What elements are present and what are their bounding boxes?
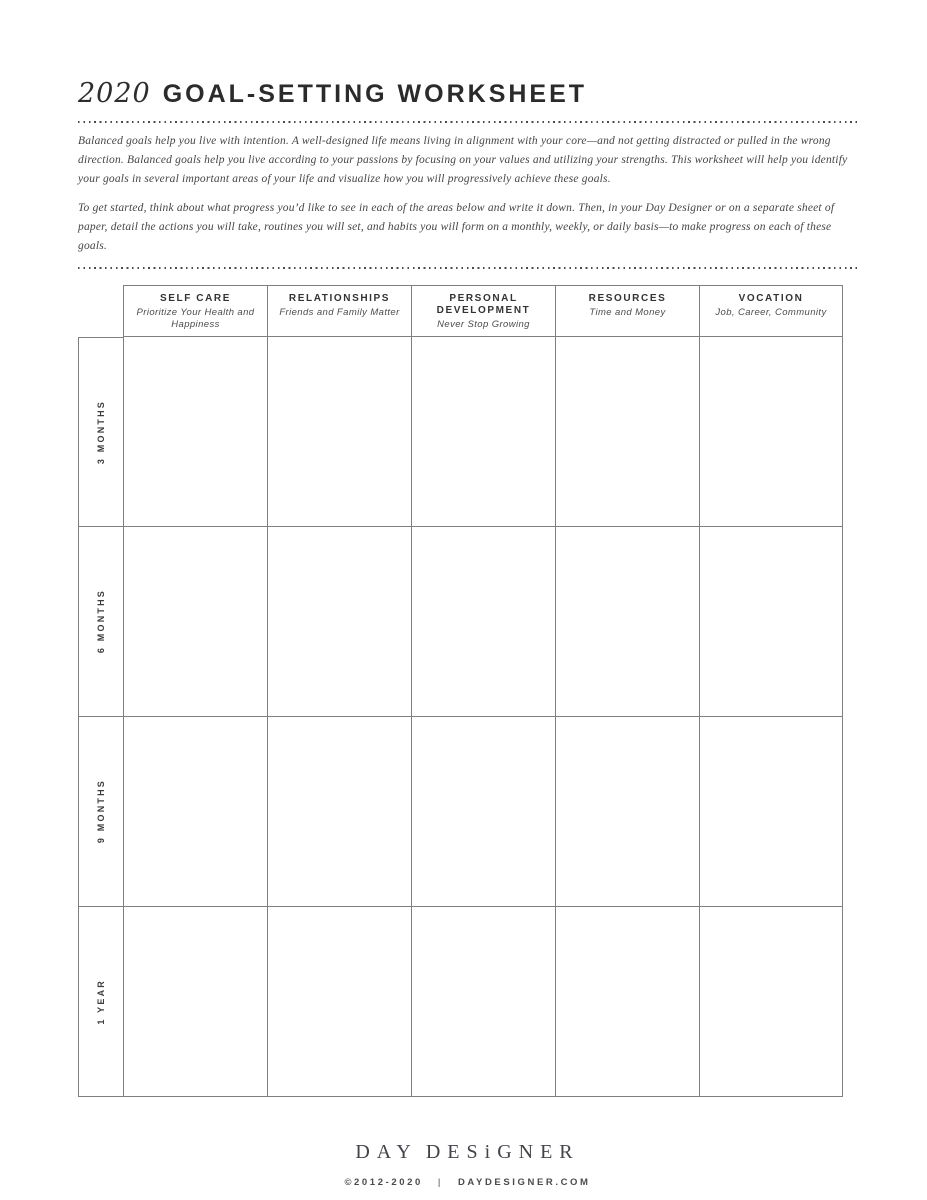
brand-word-day: DAY <box>355 1141 418 1163</box>
cell-6-months-relationships[interactable] <box>267 527 411 717</box>
brand-stylized-i: i <box>484 1141 498 1163</box>
row-6-months <box>78 527 843 717</box>
cell-6-months-personal-development[interactable] <box>411 527 555 717</box>
cell-3-months-relationships[interactable] <box>267 337 411 527</box>
column-subtitle: Never Stop Growing <box>437 319 530 330</box>
row-label-3-months <box>78 337 123 527</box>
title-text: GOAL-SETTING WORKSHEET <box>162 80 588 108</box>
column-title: RESOURCES <box>588 293 667 304</box>
brand-gner: GNER <box>497 1141 580 1163</box>
cell-1-year-vocation[interactable] <box>699 907 843 1097</box>
cell-1-year-resources[interactable] <box>555 907 699 1097</box>
website-text: DAYDESIGNER.COM <box>457 1177 591 1188</box>
column-subtitle: Time and Money <box>589 307 666 318</box>
brand-des: DES <box>425 1141 485 1163</box>
cell-6-months-resources[interactable] <box>555 527 699 717</box>
cell-9-months-self-care[interactable] <box>123 717 267 907</box>
row-label-1-year <box>78 907 123 1097</box>
goal-table <box>78 285 843 1097</box>
cell-9-months-personal-development[interactable] <box>411 717 555 907</box>
row-label-text: 3 MONTHS <box>96 399 106 465</box>
cell-3-months-self-care[interactable] <box>123 337 267 527</box>
cell-3-months-resources[interactable] <box>555 337 699 527</box>
column-header-relationships <box>267 285 411 337</box>
copyright-years: ©2012-2020 <box>344 1177 423 1188</box>
copyright-line <box>78 1177 857 1188</box>
cell-1-year-relationships[interactable] <box>267 907 411 1097</box>
row-label-6-months <box>78 527 123 717</box>
cell-9-months-relationships[interactable] <box>267 717 411 907</box>
cell-1-year-self-care[interactable] <box>123 907 267 1097</box>
column-subtitle: Prioritize Your Health and Happiness <box>136 307 255 330</box>
column-title: PERSONAL DEVELOPMENT <box>436 293 531 316</box>
row-label-text: 6 MONTHS <box>96 589 106 654</box>
copyright-separator: | <box>437 1177 443 1188</box>
cell-9-months-resources[interactable] <box>555 717 699 907</box>
page-title <box>78 78 857 109</box>
row-label-text: 9 MONTHS <box>96 779 106 844</box>
column-header-personal-development <box>411 285 555 337</box>
title-year: 2020 <box>78 78 151 109</box>
row-label-text: 1 YEAR <box>96 978 106 1025</box>
row-1-year <box>78 907 843 1097</box>
goal-table-header <box>78 285 843 337</box>
row-label-9-months <box>78 717 123 907</box>
header-corner-spacer <box>78 285 123 337</box>
column-subtitle: Friends and Family Matter <box>279 307 400 318</box>
column-header-self-care <box>123 285 267 337</box>
column-title: RELATIONSHIPS <box>288 293 391 304</box>
dotted-divider-bottom <box>78 267 857 269</box>
column-header-vocation <box>699 285 843 337</box>
brand-logo <box>78 1141 857 1164</box>
column-subtitle: Job, Career, Community <box>715 307 827 318</box>
cell-3-months-vocation[interactable] <box>699 337 843 527</box>
cell-6-months-vocation[interactable] <box>699 527 843 717</box>
cell-3-months-personal-development[interactable] <box>411 337 555 527</box>
intro-paragraph-2: To get started, think about what progress you’d like to see in each of the areas below and write it down. Then, in your Day Designer or on a separate sheet of paper, detail the actions you will take, routines you will set, and habits you will form on a monthly, weekly, or daily basis—to make progress on each of these goals. <box>78 202 835 252</box>
page-footer <box>78 1141 857 1188</box>
intro-paragraph-1: Balanced goals help you live with intention. A well-designed life means living in alignment with your core—and not getting distracted or pulled in the wrong direction. Balanced goals help you live according to your passions by focusing on your values and utilizing your strengths. This worksheet will help you identify your goals in several important areas of your life and visualize how you will progressively achieve these goals. <box>78 135 848 185</box>
cell-1-year-personal-development[interactable] <box>411 907 555 1097</box>
row-3-months <box>78 337 843 527</box>
row-9-months <box>78 717 843 907</box>
cell-6-months-self-care[interactable] <box>123 527 267 717</box>
column-title: SELF CARE <box>159 293 232 304</box>
column-header-resources <box>555 285 699 337</box>
column-title: VOCATION <box>738 293 804 304</box>
cell-9-months-vocation[interactable] <box>699 717 843 907</box>
dotted-divider-top <box>78 121 857 123</box>
